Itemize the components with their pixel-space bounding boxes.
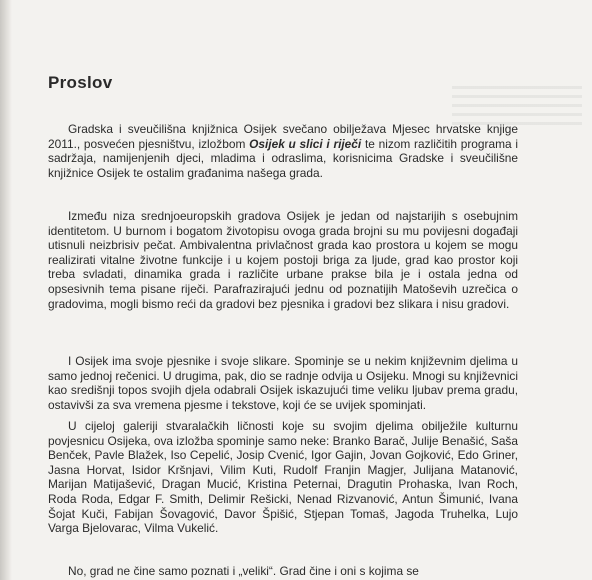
paragraph-1-text-a: Gradska i sveučilišna knjižnica Osijek svečano obilježava Mjesec hrvatske knjige 2011., posvećen pjesništvu, izložbom — [48, 122, 518, 151]
paragraph-5: No, grad ne čine samo poznati i „veliki“. Grad čine i oni s kojima se — [68, 564, 419, 578]
paragraph-3: I Osijek ima svoje pjesnike i svoje slikare. Spominje se u nekim književnim djelima u samo jednoj rečenici. U drugima, pak, dio se radnje odvija u Osijeku. Mnogi su književnici kao središnji topos svojih djela odabrali Osijek iskazujući time veliku ljubav prema gradu, ostavivši za sva vremena pjesme i tekstove, koji će se uvijek spominjati. — [48, 354, 518, 412]
paragraph-1-text-c: te nizom različitih programa i sadržaja, namijenjenih djeci, mladima i odraslima, korisnicima Gradske i sveučilišne knjižnice Osijek te ostalim građanima našega grada. — [48, 136, 518, 180]
paragraph-4: U cijeloj galeriji stvaralačkih ličnosti koje su svojim djelima obilježile kulturnu povjesnicu Osijeka, ova izložba spominje samo neke: Branko Barač, Julije Benašić, Saša Benček, Pavle Blažek, Iso Cepelić, Josip Cvenić, Igor Gajin, Jovan Gojković, Edo Griner, Jasna Horvat, Isidor Kršnjavi, Vilim Kuti, Rudolf Franjin Magjer, Julijana Matanović, Marijan Matijašević, Dragan Mucić, Kristina Peternai, Dragutin Prohaska, Ivan Roch, Roda Roda, Edgar F. Smith, Delimir Rešicki, Nenad Rizvanović, Antun Šimunić, Ivana Šojat Kuči, Fabijan Šovagović, Davor Špišić, Stjepan Tomaš, Jagoda Truhelka, Lujo Varga Bjelovarac, Vilma Vukelić. — [48, 419, 518, 536]
bleed-through-text — [452, 86, 582, 126]
page-title: Proslov — [48, 73, 113, 92]
page-gutter-shadow — [0, 0, 12, 580]
paragraph-2: Između niza srednjoeuropskih gradova Osijek je jedan od najstarijih s osebujnim identitetom. U burnom i bogatom životopisu ovoga grada brojni su mu povijesni događaji utisnuli neizbrisiv pečat. Ambivalentna privlačnost grada kao prostora u kojem se mogu realizirati vitalne životne funkcije i u kojem postoji briga za ljude, grad kao prostor koji treba svladati, dinamika grada i različite urbane prakse bila je i ostala jedna od opsesivnih tema pisane riječi. Parafrazirajući jednu od poznatijih Matoševih uzrečica o gradovima, mogli bismo reći da gradovi bez pjesnika i gradovi bez slikara i nisu gradovi. — [48, 209, 518, 311]
exhibition-title: Osijek u slici i riječi — [249, 136, 362, 151]
paragraph-1 — [48, 122, 518, 180]
